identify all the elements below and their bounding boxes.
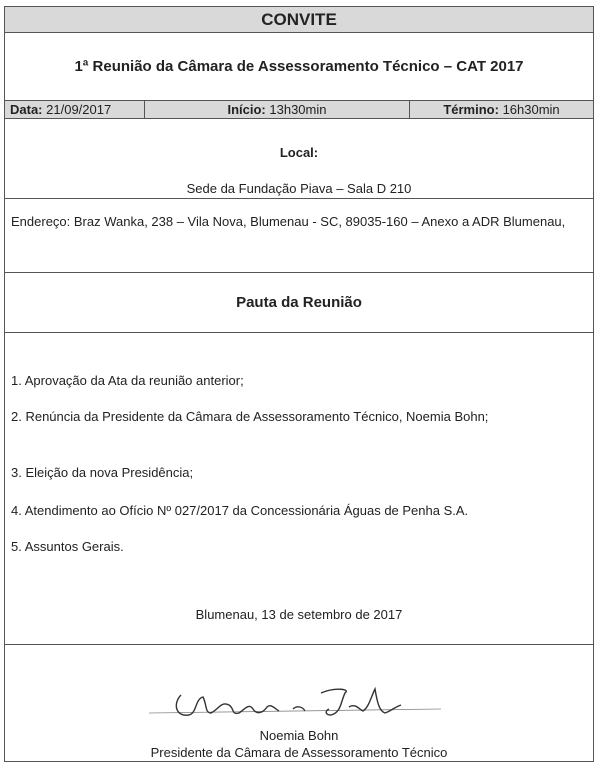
agenda-list (5, 333, 593, 645)
agenda-title-row (5, 273, 593, 333)
meeting-title: 1ª Reunião da Câmara de Assessoramento Técnico – CAT 2017 (74, 58, 524, 75)
local-title: Local: (279, 145, 319, 160)
document-header (5, 7, 593, 33)
date-cell (5, 101, 145, 118)
invitation-document (4, 6, 594, 762)
end-cell (410, 101, 593, 118)
address-row (5, 199, 593, 273)
date-label: Data: (10, 102, 43, 117)
header-title: CONVITE (261, 10, 337, 29)
agenda-item: 2. Renúncia da Presidente da Câmara de Assessoramento Técnico, Noemia Bohn; (11, 409, 489, 424)
signature-block (5, 645, 593, 763)
agenda-item: 5. Assuntos Gerais. (11, 539, 124, 554)
end-label: Término: (443, 102, 499, 117)
place-date: Blumenau, 13 de setembro de 2017 (195, 607, 403, 622)
end-value: 16h30min (502, 102, 560, 117)
signature-image (145, 679, 445, 725)
agenda-item: 3. Eleição da nova Presidência; (11, 465, 194, 480)
local-row (5, 119, 593, 199)
meeting-title-row (5, 33, 593, 101)
start-label: Início: (227, 102, 266, 117)
agenda-title: Pauta da Reunião (236, 294, 362, 311)
local-place: Sede da Fundação Piava – Sala D 210 (186, 181, 412, 196)
date-value: 21/09/2017 (46, 102, 112, 117)
agenda-item: 1. Aprovação da Ata da reunião anterior; (11, 373, 244, 388)
start-cell (145, 101, 410, 118)
signer-role: Presidente da Câmara de Assessoramento Técnico (150, 745, 448, 760)
address-text: Endereço: Braz Wanka, 238 – Vila Nova, Blumenau - SC, 89035-160 – Anexo a ADR Blumenau, (11, 214, 566, 229)
agenda-item: 4. Atendimento ao Ofício Nº 027/2017 da Concessionária Águas de Penha S.A. (11, 503, 469, 518)
timing-row (5, 101, 593, 119)
start-value: 13h30min (269, 102, 327, 117)
signer-name: Noemia Bohn (259, 728, 339, 743)
